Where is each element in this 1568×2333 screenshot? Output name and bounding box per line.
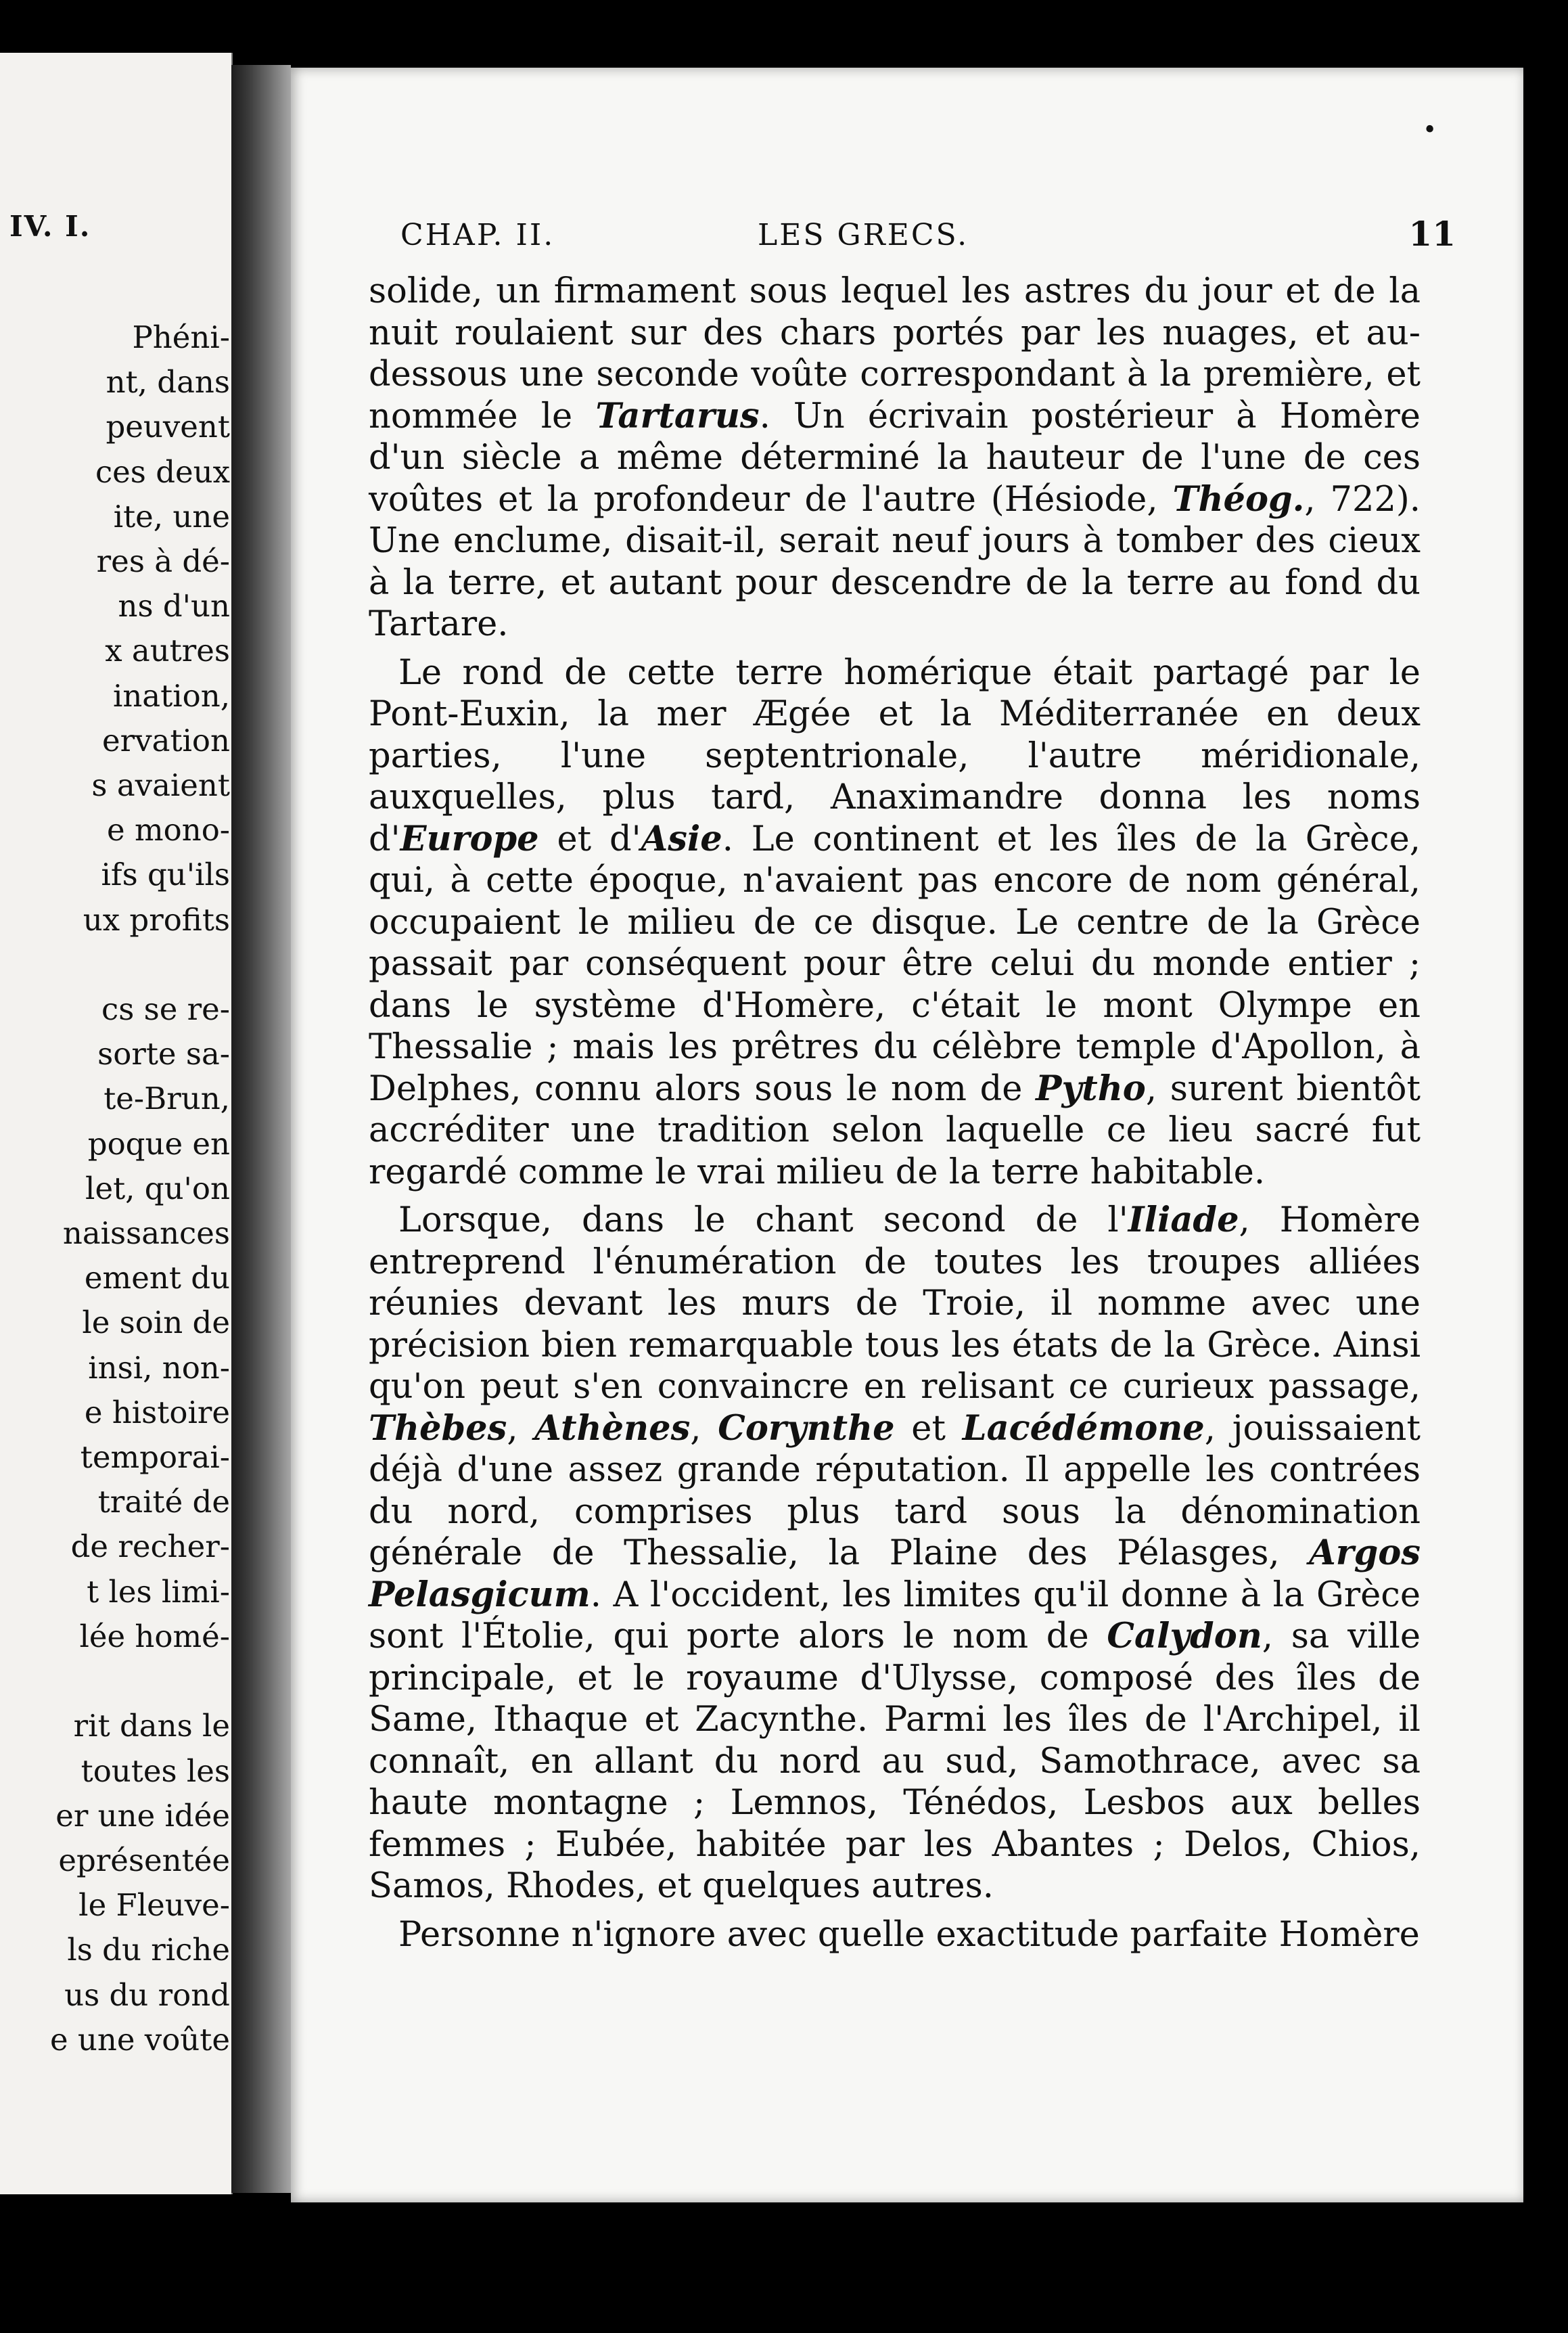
paragraph	[369, 1914, 1421, 1956]
left-page	[0, 53, 233, 2194]
left-line: te-Brun,	[103, 1081, 230, 1117]
left-line: s avaient	[91, 767, 230, 804]
left-line	[3, 1659, 230, 1704]
text-run: Lorsque, dans le chant second de l'	[398, 1200, 1128, 1240]
text-run: Personne n'ignore avec quelle exactitude parfaite Homère	[398, 1914, 1420, 1955]
left-line: nt, dans	[106, 364, 230, 401]
left-line: er une idée	[55, 1797, 230, 1834]
left-line: rit dans le	[73, 1708, 230, 1744]
left-line: ux profits	[83, 901, 230, 938]
left-line: cs se re-	[101, 991, 230, 1028]
text-run: solide, un firmament sous lequel les astres du jour et de la nuit roulaient sur des chars portés par les nuages, et au-dessous une seconde voûte correspondant à la première, et nommée le	[369, 271, 1421, 436]
left-line: x autres	[105, 633, 230, 669]
italic-term: Thèbes	[369, 1407, 507, 1449]
left-line: toutes les	[80, 1752, 230, 1789]
running-head	[400, 214, 1456, 258]
text-run: ,	[690, 1408, 718, 1449]
left-line	[3, 943, 230, 987]
text-run: ,	[507, 1408, 535, 1449]
left-running-head: IV. I.	[9, 210, 91, 243]
italic-term: Europe	[400, 818, 539, 859]
text-run: et	[894, 1408, 963, 1449]
left-line: ite, une	[113, 498, 230, 535]
text-run: . Le continent et les îles de la Grèce, qui, à cette époque, n'avaient pas encore de nom général, occupaient le milieu de ce disque. Le centre de la Grèce passait par conséquent pour être celui du monde entier ; dans le système d'Homère, c'était le mont Olympe en Thessalie ; mais les prêtres du célèbre temple d'Apollon, à Delphes, connu alors sous le nom de	[369, 819, 1421, 1109]
italic-term: Athènes	[534, 1407, 691, 1449]
text-run: , 722). Une enclume, disait-il, serait neuf jours à tomber des cieux à la terre, et autant pour descendre de la terre au fond du Tartare.	[369, 479, 1421, 644]
chapter-label: CHAP. II.	[400, 218, 555, 252]
left-line: ement du	[84, 1260, 230, 1296]
left-line: Phéni-	[132, 319, 230, 355]
text-run: Le rond de cette terre homérique était partagé par le Pont-Euxin, la mer Ægée et la Méditerranée en deux parties, l'une septentrionale, l'autre méridionale, auxquelles, plus tard, Anaximandre donna les noms d'	[369, 652, 1421, 859]
left-line: peuvent	[106, 409, 230, 445]
italic-term: Argos Pelasgicum	[369, 1533, 1421, 1615]
left-line: le Fleuve-	[78, 1887, 230, 1924]
left-line: res à dé-	[96, 543, 230, 580]
italic-term: Asie	[641, 818, 722, 859]
left-line: ination,	[112, 677, 230, 714]
italic-term: Théog.	[1172, 478, 1305, 520]
text-run: . A l'occident, les limites qu'il donne à la Grèce sont l'Étolie, qui porte alors le nom de	[369, 1575, 1421, 1656]
left-line: sorte sa-	[97, 1036, 230, 1072]
text-run: et d'	[538, 819, 641, 859]
left-line: poque en	[87, 1125, 230, 1162]
left-line: insi, non-	[88, 1349, 230, 1386]
paragraph	[369, 1200, 1421, 1907]
italic-term: Iliade	[1128, 1200, 1239, 1240]
left-line: ervation	[102, 722, 230, 758]
section-title: LES GRECS.	[758, 218, 969, 252]
italic-term: Calydon	[1107, 1616, 1262, 1656]
page-number: 11	[1408, 214, 1456, 254]
text-run: , surent bientôt accréditer une tradition selon laquelle ce lieu sacré fut regardé comme le vrai milieu de la terre habitable.	[369, 1068, 1421, 1192]
body-text	[369, 271, 1421, 1962]
italic-term: Tartarus	[595, 395, 760, 436]
left-line: e une voûte	[49, 2021, 230, 2058]
left-page-text-fragments	[3, 315, 230, 2062]
right-page	[291, 68, 1523, 2202]
left-line: ls du riche	[67, 1932, 230, 1968]
left-line: lée homé-	[79, 1618, 230, 1654]
left-line: eprésentée	[58, 1842, 230, 1878]
left-line: e histoire	[84, 1394, 230, 1430]
paragraph	[369, 652, 1421, 1194]
scan-border	[1523, 68, 1568, 2202]
left-line: e mono-	[107, 812, 230, 848]
text-run: , sa ville principale, et le royaume d'Ulysse, composé des îles de Same, Ithaque et Zacynthe. Parmi les îles de l'Archipel, il connaît, en allant du nord au sud, Samothrace, avec sa haute montagne ; Lemnos, Ténédos, Lesbos aux belles femmes ; Eubée, habitée par les Abantes ; Delos, Chios, Samos, Rhodes, et quelques autres.	[369, 1616, 1421, 1906]
left-line: us du rond	[64, 1976, 230, 2013]
left-line: let, qu'on	[85, 1170, 230, 1206]
left-line: traité de	[97, 1484, 230, 1520]
left-line: le soin de	[82, 1305, 230, 1341]
left-line: temporai-	[80, 1439, 230, 1476]
left-line: de recher-	[70, 1528, 230, 1565]
paragraph	[369, 271, 1421, 645]
left-line: ifs qu'ils	[101, 857, 230, 893]
left-line: t les limi-	[87, 1573, 230, 1610]
text-run: , Homère entreprend l'énumération de toutes les troupes alliées réunies devant les murs de Troie, il nomme avec une précision bien remarquable tous les états de la Grèce. Ainsi qu'on peut s'en convaincre en relisant ce curieux passage,	[369, 1200, 1421, 1407]
italic-term: Corynthe	[718, 1407, 895, 1449]
ink-speck: •	[1423, 116, 1437, 144]
left-line: ns d'un	[118, 588, 230, 625]
left-line: naissances	[62, 1215, 230, 1252]
book-gutter	[231, 65, 291, 2193]
italic-term: Pytho	[1036, 1068, 1146, 1109]
italic-term: Lacédémone	[962, 1407, 1205, 1449]
text-run: . Un écrivain postérieur à Homère d'un siècle a même déterminé la hauteur de l'une de ces voûtes et la profondeur de l'autre (Hésiode,	[369, 396, 1421, 520]
text-run: , jouissaient déjà d'une assez grande réputation. Il appelle les contrées du nord, comprises plus tard sous la dénomination générale de Thessalie, la Plaine des Pélasges,	[369, 1408, 1421, 1573]
left-line: ces deux	[95, 453, 230, 490]
